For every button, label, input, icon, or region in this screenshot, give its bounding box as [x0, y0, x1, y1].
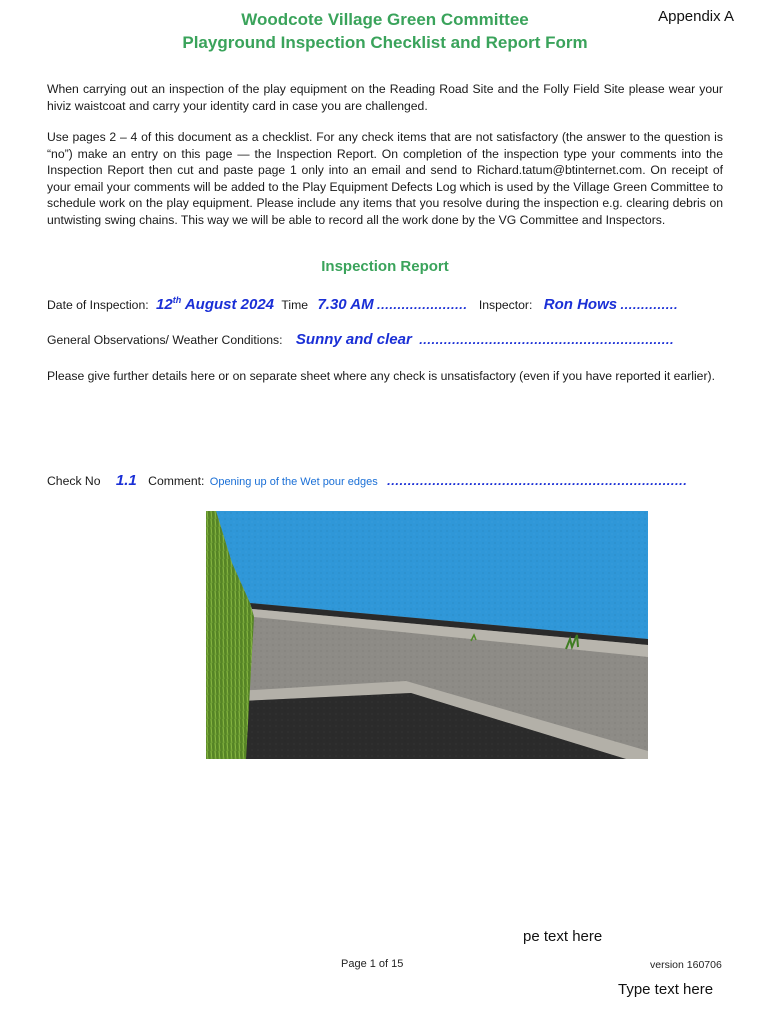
intro-paragraph-2: Use pages 2 – 4 of this document as a checklist. For any check items that are not satisfactory (the answer to the question is “no”) make an entry on this page — the Inspection Report. On completion of the inspection type your comments into the Inspection Report then cut and paste page 1 only into an email and send to Richard.tatum@btinternet.com. On receipt of your email your comments will be added to the Play Equipment Defects Log which is used by the Village Green Committee to schedule work on the play equipment. Please include any items that you resolve during the inspection e.g. clearing debris on untwisting swing chains. This way we will be able to record all the work done by the VG Committee and Inspectors. — [47, 130, 723, 227]
wet-pour-edge-photo — [206, 511, 648, 759]
date-time-inspector-row — [47, 295, 678, 313]
comment-dots: ......................................................................... — [387, 473, 688, 488]
comment-value[interactable]: Opening up of the Wet pour edges — [209, 476, 378, 488]
check-row — [47, 472, 687, 489]
further-details-text: Please give further details here or on separate sheet where any check is unsatisfactory (even if you have reported it earlier). — [47, 369, 715, 383]
inspection-report-heading: Inspection Report — [321, 258, 449, 275]
intro-paragraph-1: When carrying out an inspection of the play equipment on the Reading Road Site and the Folly Field Site please wear your hiviz waistcoat and carry your identity card in case you are challenged. — [47, 82, 723, 113]
observations-value[interactable]: Sunny and clear — [295, 331, 412, 348]
observations-label: General Observations/ Weather Conditions: — [47, 333, 283, 347]
check-number[interactable]: 1.1 — [115, 472, 137, 489]
appendix-label: Appendix A — [658, 8, 734, 25]
observations-row — [47, 331, 674, 348]
inspector-label: Inspector: — [478, 298, 533, 312]
form-title: Playground Inspection Checklist and Report Form — [182, 33, 588, 52]
time-value[interactable]: 7.30 AM — [317, 296, 374, 313]
inspector-dots: .............. — [620, 297, 679, 312]
date-label: Date of Inspection: — [47, 298, 149, 312]
inspector-value[interactable]: Ron Hows — [543, 296, 618, 313]
footer-placeholder-text-2[interactable]: Type text here — [618, 981, 714, 998]
footer-placeholder-text-1[interactable]: pe text here — [523, 928, 603, 945]
time-label: Time — [281, 298, 309, 312]
observations-dots: .............................................................. — [419, 332, 675, 347]
date-value[interactable]: 12th August 2024 — [156, 295, 275, 313]
comment-label: Comment: — [148, 474, 205, 488]
time-dots: ...................... — [376, 297, 468, 312]
page-number: Page 1 of 15 — [341, 958, 404, 970]
committee-title: Woodcote Village Green Committee — [241, 10, 529, 29]
version-label: version 160706 — [650, 959, 722, 971]
check-label: Check No — [47, 474, 101, 488]
